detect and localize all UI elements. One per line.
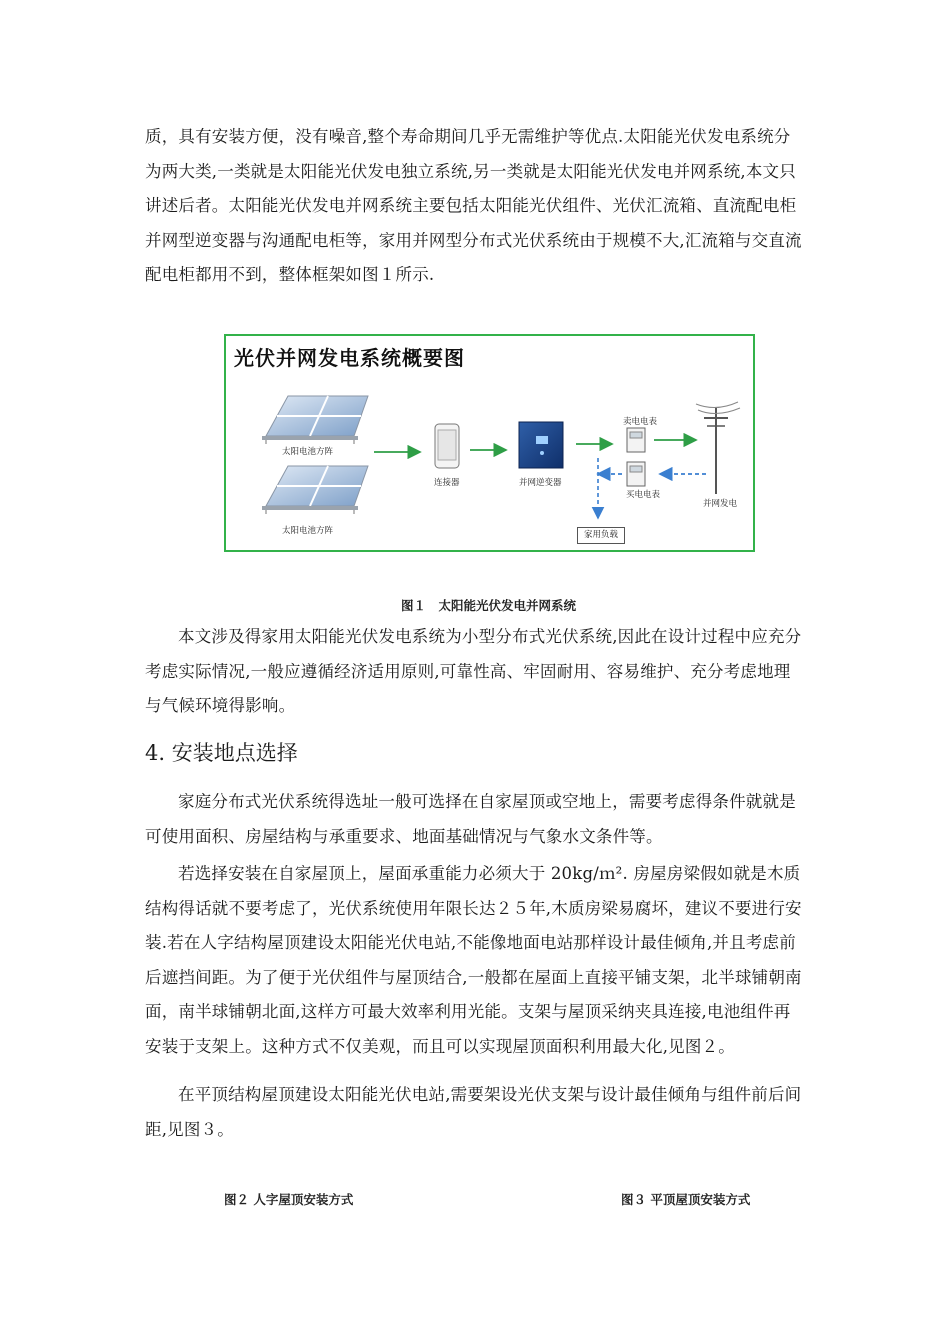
label-sell-meter: 卖电电表 [623, 417, 658, 427]
paragraph-intro [145, 120, 807, 293]
utility-pole-icon [696, 402, 740, 494]
figure-pv-grid-diagram [224, 334, 755, 552]
paragraph-flat-roof [145, 1078, 807, 1147]
text-line: 安装于支架上。这种方式不仅美观，而且可以实现屋顶面积利用最大化,见图２。 [145, 1036, 735, 1056]
text-line: 面，南半球铺朝北面,这样方可最大效率利用光能。支架与屋顶采纳夹具连接,电池组件再 [145, 1002, 791, 1021]
label-connector: 连接器 [434, 478, 460, 488]
label-inverter: 并网逆变器 [519, 478, 562, 488]
label-array-bottom: 太阳电池方阵 [282, 526, 334, 536]
inverter-icon [519, 422, 563, 468]
sell-meter-icon [627, 428, 645, 452]
text-line: 讲述后者。太阳能光伏发电并网系统主要包括太阳能光伏组件、光伏汇流箱、直流配电柜 [145, 196, 797, 215]
text-line: 装.若在人字结构屋顶建设太阳能光伏电站,不能像地面电站那样设计最佳倾角,并且考虑前 [145, 933, 796, 952]
home-load-box: 家用负载 [577, 527, 625, 544]
text-line: 配电柜都用不到，整体框架如图１所示. [145, 265, 435, 284]
paragraph-design-principles [145, 620, 807, 724]
text-line: 质，具有安装方便，没有噪音,整个寿命期间几乎无需维护等优点.太阳能光伏发电系统分 [145, 127, 791, 146]
text-line: 本文涉及得家用太阳能光伏发电系统为小型分布式光伏系统,因此在设计过程中应充分 [178, 627, 802, 646]
text-line: 若选择安装在自家屋顶上，屋面承重能力必须大于 20kg/ｍ². 房屋房梁假如就是木质 [178, 864, 801, 883]
figure3-caption: 图３ 平顶屋顶安装方式 [621, 1192, 751, 1207]
figure-title: 光伏并网发电系统概要图 [234, 346, 465, 370]
text-line: 结构得话就不要考虑了，光伏系统使用年限长达２５年,木质房梁易腐坏，建议不要进行安 [145, 898, 802, 918]
connector-icon [435, 424, 459, 468]
solar-array-bottom-icon [262, 466, 368, 514]
text-line: 距,见图３。 [145, 1119, 234, 1139]
label-array-top: 太阳电池方阵 [282, 447, 334, 457]
figure2-caption: 图２ 人字屋顶安装方式 [224, 1192, 354, 1207]
paragraph-roof-install [145, 857, 807, 1064]
paragraph-site-selection [145, 785, 807, 854]
solar-array-top-icon [262, 396, 368, 444]
text-line: 并网型逆变器与沟通配电柜等，家用并网型分布式光伏系统由于规模不大,汇流箱与交直流 [145, 230, 802, 250]
section-heading: 4. 安装地点选择 [145, 741, 298, 765]
text-line: 家庭分布式光伏系统得选址一般可选择在自家屋顶或空地上，需要考虑得条件就就是 [178, 792, 796, 811]
label-buy-meter: 买电电表 [626, 490, 661, 500]
text-line: 考虑实际情况,一般应遵循经济适用原则,可靠性高、牢固耐用、容易维护、充分考虑地理 [145, 661, 791, 681]
figure1-caption: 图１ 太阳能光伏发电并网系统 [401, 598, 577, 613]
label-grid: 并网发电 [703, 499, 738, 509]
text-line: 后遮挡间距。为了便于光伏组件与屋顶结合,一般都在屋面上直接平铺支架，北半球铺朝南 [145, 967, 802, 987]
diagram-graphics [226, 336, 753, 550]
text-line: 可使用面积、房屋结构与承重要求、地面基础情况与气象水文条件等。 [145, 826, 663, 846]
text-line: 为两大类,一类就是太阳能光伏发电独立系统,另一类就是太阳能光伏发电并网系统,本文只 [145, 161, 796, 181]
buy-meter-icon [627, 462, 645, 486]
text-line: 与气候环境得影响。 [145, 696, 296, 715]
text-line: 在平顶结构屋顶建设太阳能光伏电站,需要架设光伏支架与设计最佳倾角与组件前后间 [178, 1085, 802, 1104]
